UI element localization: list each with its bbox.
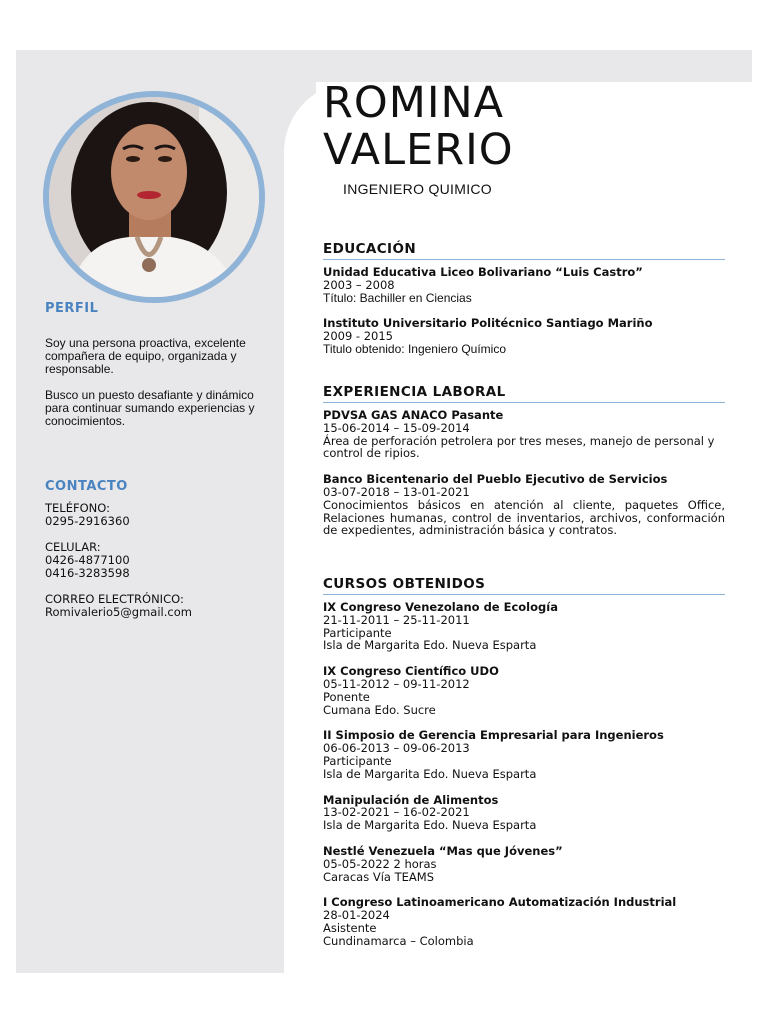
entry-place: Cumana Edo. Sucre bbox=[323, 702, 436, 717]
entry-dates: 28-01-2024 bbox=[323, 908, 390, 923]
experience-item bbox=[323, 409, 725, 460]
perfil-paragraph: Soy una persona proactiva, excelente compañera de equipo, organizada y responsable. bbox=[45, 336, 246, 376]
experience-item bbox=[323, 473, 725, 537]
entry-role: Participante bbox=[323, 625, 392, 640]
job-title: INGENIERO QUIMICO bbox=[343, 181, 492, 197]
entry-title: Nestlé Venezuela “Mas que Jóvenes” bbox=[323, 843, 563, 858]
course-item bbox=[323, 845, 725, 883]
entry-role: Ponente bbox=[323, 689, 370, 704]
entry-detail: Conocimientos básicos en atención al cliente, paquetes Office, Relaciones humanas, control de inventarios, archivos, conformación de expedientes, administración básica y contratos. bbox=[323, 497, 725, 538]
profile-photo bbox=[49, 97, 259, 297]
educacion-heading: EDUCACIÓN bbox=[323, 241, 725, 260]
perfil-paragraph: Busco un puesto desafiante y dinámico para continuar sumando experiencias y conocimientos. bbox=[45, 388, 255, 428]
celular-value: 0416-3283598 bbox=[45, 566, 130, 580]
entry-title: Manipulación de Alimentos bbox=[323, 792, 499, 807]
entry-dates: 15-06-2014 – 15-09-2014 bbox=[323, 420, 470, 435]
entry-title: II Simposio de Gerencia Empresarial para Ingenieros bbox=[323, 728, 664, 743]
entry-title: Unidad Educativa Liceo Bolivariano “Luis Castro” bbox=[323, 265, 643, 279]
course-item bbox=[323, 794, 725, 832]
contact-info bbox=[45, 502, 192, 619]
correo-value[interactable]: Romivalerio5@gmail.com bbox=[45, 605, 192, 619]
entry-title: Instituto Universitario Politécnico Santiago Mariño bbox=[323, 316, 653, 331]
last-name: VALERIO bbox=[323, 125, 514, 175]
entry-title: Banco Bicentenario del Pueblo Ejecutivo de Servicios bbox=[323, 472, 668, 487]
course-item bbox=[323, 665, 725, 716]
educacion-section bbox=[323, 241, 725, 356]
cursos-section bbox=[323, 576, 725, 948]
entry-place: Isla de Margarita Edo. Nueva Esparta bbox=[323, 638, 537, 653]
entry-place: Cundinamarca – Colombia bbox=[323, 933, 474, 948]
entry-dates: 21-11-2011 – 25-11-2011 bbox=[323, 612, 470, 627]
entry-role: Participante bbox=[323, 753, 392, 768]
education-item bbox=[323, 317, 725, 355]
entry-place: Isla de Margarita Edo. Nueva Esparta bbox=[323, 766, 537, 781]
entry-title: I Congreso Latinoamericano Automatización Industrial bbox=[323, 895, 677, 910]
experiencia-section bbox=[323, 384, 725, 537]
first-name: ROMINA bbox=[323, 78, 505, 128]
entry-dates: 05-05-2022 2 horas bbox=[323, 856, 437, 871]
course-item bbox=[323, 729, 725, 780]
telefono-label: TELÉFONO: bbox=[45, 501, 110, 515]
entry-role: Asistente bbox=[323, 920, 377, 935]
entry-place: Isla de Margarita Edo. Nueva Esparta bbox=[323, 818, 537, 833]
entry-dates: 06-06-2013 – 09-06-2013 bbox=[323, 741, 470, 756]
education-item bbox=[323, 266, 725, 304]
entry-dates: 05-11-2012 – 09-11-2012 bbox=[323, 676, 470, 691]
entry-title: PDVSA GAS ANACO Pasante bbox=[323, 408, 504, 422]
entry-detail: Titulo obtenido: Ingeniero Químico bbox=[323, 341, 506, 356]
contacto-heading: CONTACTO bbox=[45, 479, 128, 494]
entry-dates: 2009 - 2015 bbox=[323, 329, 393, 344]
entry-place: Caracas Vía TEAMS bbox=[323, 869, 435, 884]
cursos-heading: CURSOS OBTENIDOS bbox=[323, 576, 725, 595]
experiencia-heading: EXPERIENCIA LABORAL bbox=[323, 384, 725, 403]
telefono-value: 0295-2916360 bbox=[45, 514, 130, 528]
entry-dates: 2003 – 2008 bbox=[323, 277, 395, 292]
full-name bbox=[323, 80, 514, 174]
course-item bbox=[323, 601, 725, 652]
perfil-heading: PERFIL bbox=[45, 301, 99, 316]
perfil-text bbox=[45, 337, 270, 441]
entry-title: IX Congreso Científico UDO bbox=[323, 664, 499, 679]
entry-title: IX Congreso Venezolano de Ecología bbox=[323, 600, 558, 614]
entry-detail: Título: Bachiller en Ciencias bbox=[323, 290, 472, 305]
correo-label: CORREO ELECTRÓNICO: bbox=[45, 592, 184, 606]
celular-label: CELULAR: bbox=[45, 540, 101, 554]
course-item bbox=[323, 896, 725, 947]
entry-detail: Área de perforación petrolera por tres meses, manejo de personal y control de ripios. bbox=[323, 433, 715, 461]
entry-dates: 03-07-2018 – 13-01-2021 bbox=[323, 484, 470, 499]
celular-value: 0426-4877100 bbox=[45, 553, 130, 567]
entry-dates: 13-02-2021 – 16-02-2021 bbox=[323, 805, 470, 820]
